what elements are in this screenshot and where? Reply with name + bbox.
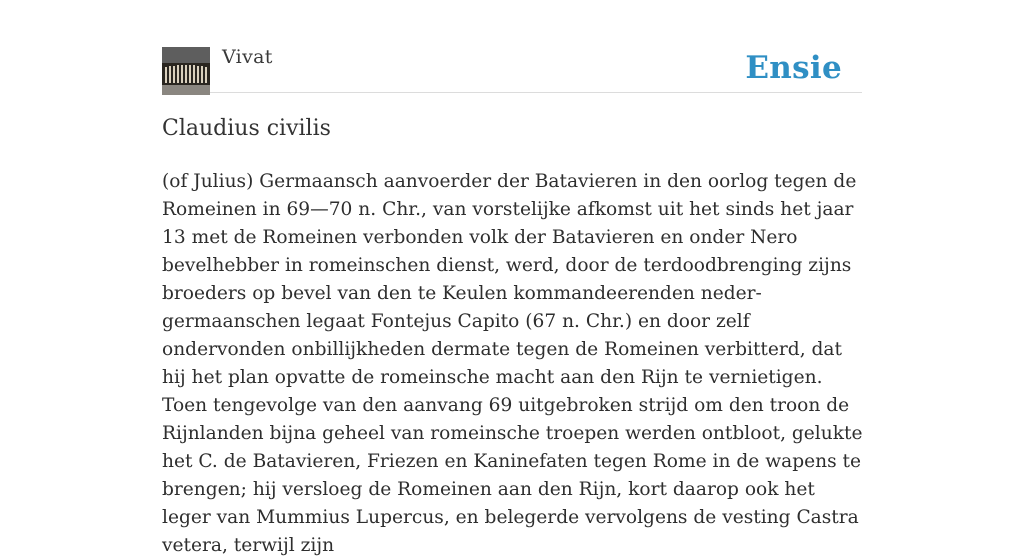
header — [162, 0, 862, 93]
article-page — [162, 0, 863, 556]
brand-logo[interactable]: Ensie — [745, 50, 842, 86]
author-name[interactable]: Vivat — [222, 46, 273, 68]
library-avatar-image — [162, 47, 210, 95]
article-body: (of Julius) Germaansch aanvoerder der Batavieren in den oorlog tegen de Romeinen in 69—70 n. Chr., van vorstelijke afkomst uit het sinds het jaar 13 met de Romeinen verbonden volk der Batavieren en onder Nero bevelhebber in romeinschen dienst, werd, door de terdoodbrenging zijns broeders op bevel van den te Keulen kommandeerenden neder-germaanschen legaat Fontejus Capito (67 n. Chr.) en door zelf ondervonden onbillijkheden dermate tegen de Romeinen verbitterd, dat hij het plan opvatte de romeinsche macht aan den Rijn te vernietigen. Toen tengevolge van den aanvang 69 uitgebroken strijd om den troon de Rijnlanden bijna geheel van romeinsche troepen werden ontbloot, gelukte het C. de Batavieren, Friezen en Kaninefaten tegen Rome in de wapens te brengen; hij versloeg de Romeinen aan den Rijn, kort daarop ook het leger van Mummius Lupercus, en belegerde vervolgens de vesting Castra vetera, terwijl zijn — [162, 171, 863, 556]
avatar[interactable] — [162, 47, 210, 95]
article-title: Claudius civilis — [162, 116, 331, 141]
